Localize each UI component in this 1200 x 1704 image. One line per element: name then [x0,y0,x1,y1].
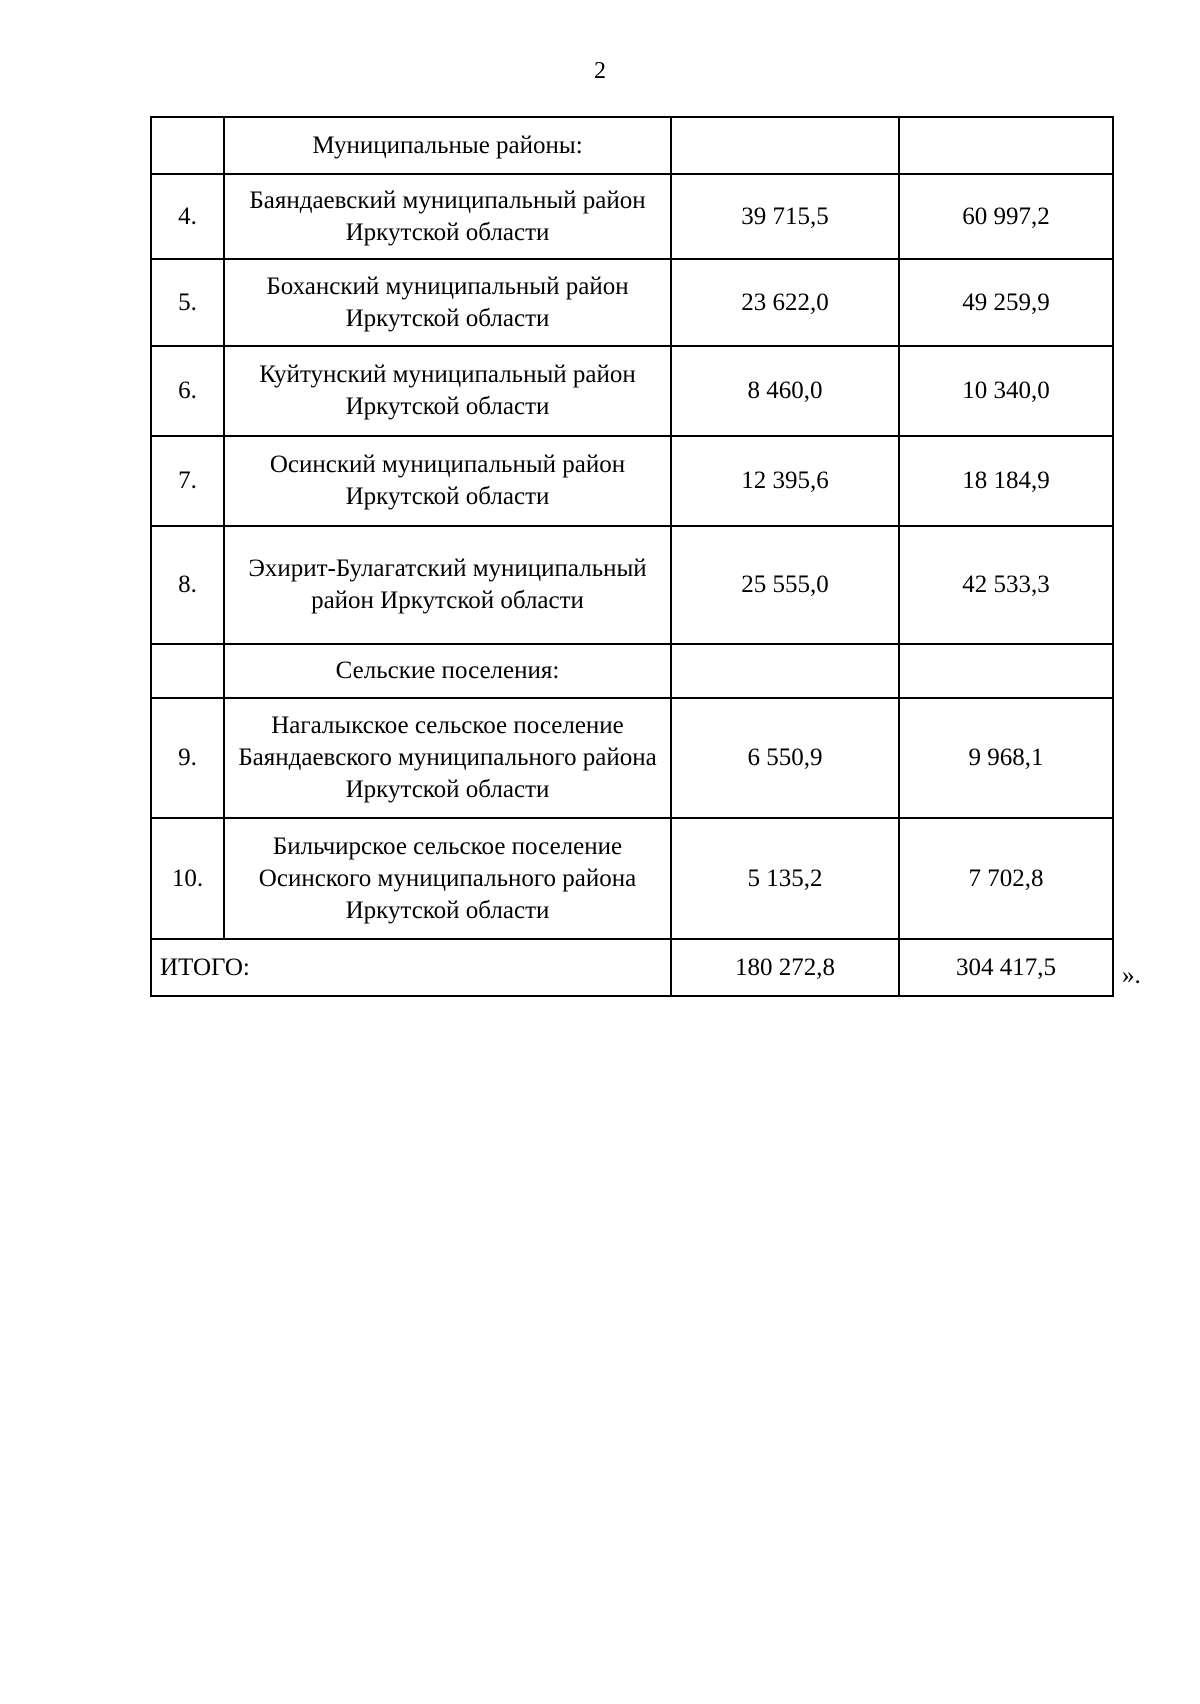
municipality-name: Боханский муниципальный район Иркутской области [224,259,671,346]
budget-table [150,116,1114,997]
value-col-2: 42 533,3 [899,526,1113,644]
total-value-2: 304 417,5 [899,939,1113,996]
value-col-1: 25 555,0 [671,526,899,644]
row-number: 10. [151,818,224,939]
section-heading-row [151,117,1113,174]
empty-cell [151,117,224,174]
table-row [151,818,1113,939]
section-heading-row [151,644,1113,698]
municipality-name: Баяндаевский муниципальный район Иркутской области [224,174,671,259]
municipality-name: Куйтунский муниципальный район Иркутской области [224,346,671,436]
empty-cell [899,117,1113,174]
row-number: 4. [151,174,224,259]
value-col-2: 9 968,1 [899,698,1113,818]
value-col-2: 18 184,9 [899,436,1113,526]
value-col-1: 39 715,5 [671,174,899,259]
row-number: 5. [151,259,224,346]
total-row [151,939,1113,996]
row-number: 7. [151,436,224,526]
row-number: 6. [151,346,224,436]
value-col-1: 12 395,6 [671,436,899,526]
empty-cell [671,117,899,174]
empty-cell [151,644,224,698]
table-row [151,436,1113,526]
total-value-1: 180 272,8 [671,939,899,996]
table-row [151,698,1113,818]
closing-quote: ». [1122,962,1141,989]
municipality-name: Бильчирское сельское поселение Осинского муниципального района Иркутской области [224,818,671,939]
empty-cell [899,644,1113,698]
value-col-1: 5 135,2 [671,818,899,939]
value-col-2: 7 702,8 [899,818,1113,939]
section-heading: Сельские поселения: [224,644,671,698]
row-number: 8. [151,526,224,644]
municipality-name: Осинский муниципальный район Иркутской области [224,436,671,526]
total-label: ИТОГО: [151,939,671,996]
table-row [151,259,1113,346]
empty-cell [671,644,899,698]
value-col-2: 60 997,2 [899,174,1113,259]
section-heading: Муниципальные районы: [224,117,671,174]
value-col-1: 6 550,9 [671,698,899,818]
value-col-2: 10 340,0 [899,346,1113,436]
table-row [151,174,1113,259]
value-col-1: 8 460,0 [671,346,899,436]
municipality-name: Эхирит-Булагатский муниципальный район Иркутской области [224,526,671,644]
value-col-2: 49 259,9 [899,259,1113,346]
row-number: 9. [151,698,224,818]
municipality-name: Нагалыкское сельское поселение Баяндаевского муниципального района Иркутской области [224,698,671,818]
table-row [151,526,1113,644]
value-col-1: 23 622,0 [671,259,899,346]
page-number: 2 [594,58,606,84]
table-row [151,346,1113,436]
